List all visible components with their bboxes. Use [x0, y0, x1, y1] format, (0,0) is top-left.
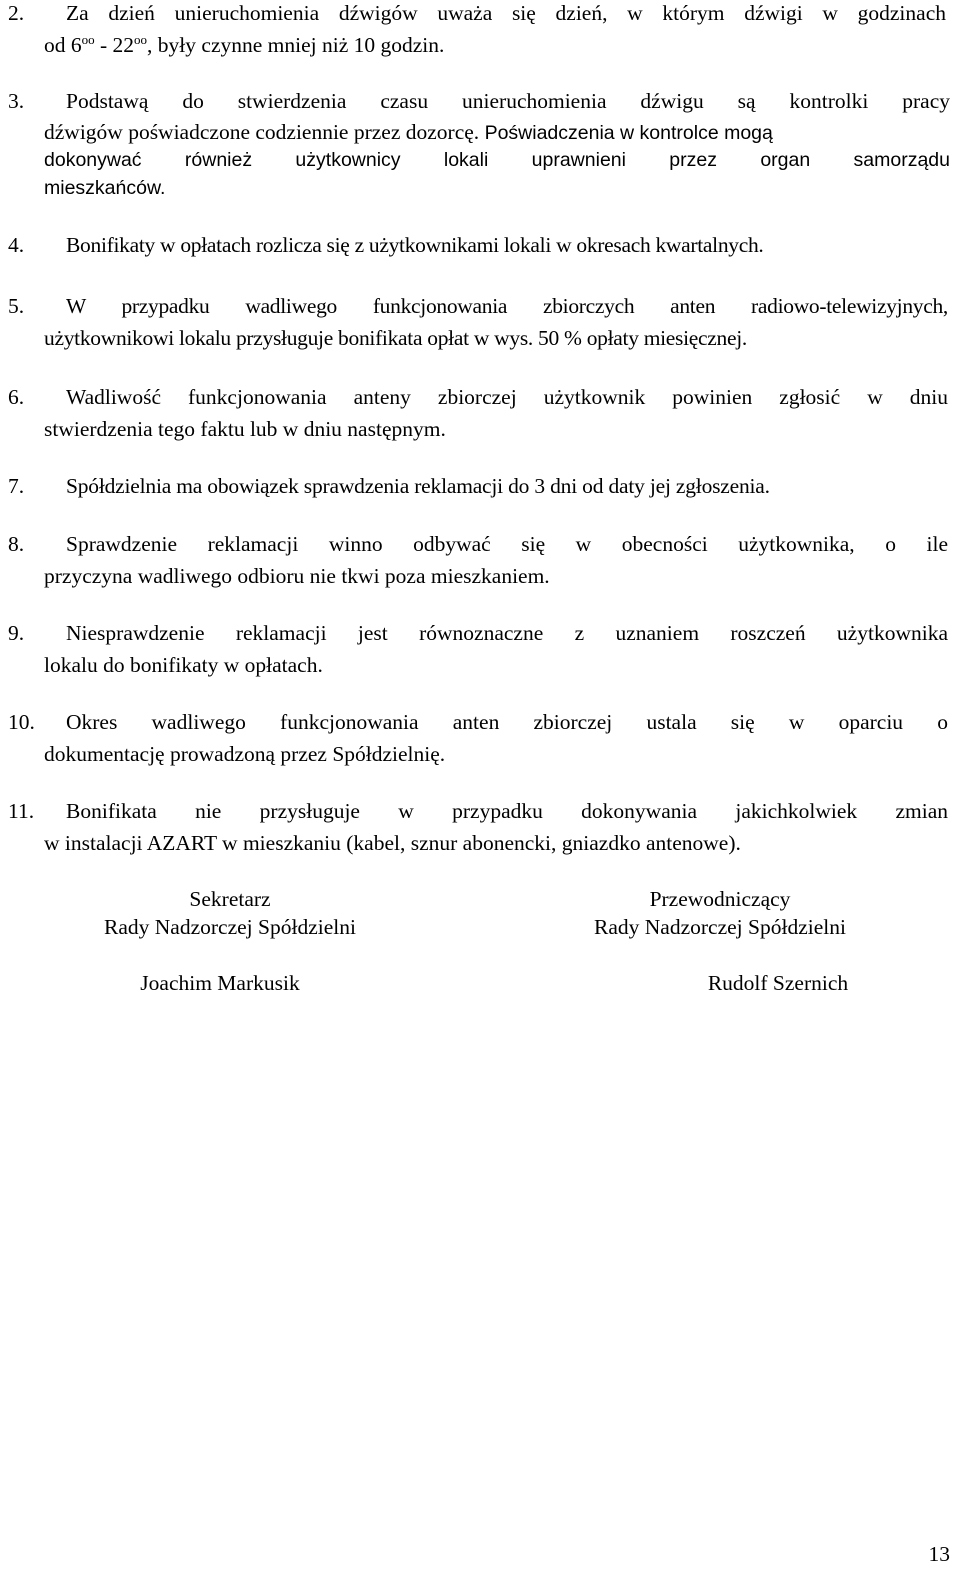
- item-text-line: [44, 32, 444, 58]
- page-number: 13: [928, 1542, 950, 1566]
- item-text: - 22: [94, 33, 135, 57]
- item-text: dźwigów poświadczone codziennie przez dozorcę.: [44, 120, 480, 144]
- item-text-line: przyczyna wadliwego odbioru nie tkwi poza mieszkaniem.: [44, 564, 550, 588]
- signature-name: Rudolf Szernich: [707, 971, 849, 995]
- item-text-line: dokonywać również użytkownicy lokali uprawnieni przez organ samorządu: [44, 149, 950, 171]
- item-number: 2.: [8, 1, 25, 25]
- item-number: 10.: [8, 710, 35, 734]
- signature-role: Sekretarz: [189, 887, 271, 911]
- item-text-line: dokumentację prowadzoną przez Spółdzielnię.: [44, 742, 446, 766]
- signature-body: Rady Nadzorczej Spółdzielni: [104, 915, 356, 939]
- signature-body: Rady Nadzorczej Spółdzielni: [594, 915, 846, 939]
- item-text-line: Sprawdzenie reklamacji winno odbywać się w obecności użytkownika, o ile: [66, 532, 948, 556]
- superscript: oo: [81, 32, 95, 47]
- item-text-line: Okres wadliwego funkcjonowania anten zbiorczej ustala się w oparciu o: [66, 710, 948, 734]
- item-text-line: Spółdzielnia ma obowiązek sprawdzenia reklamacji do 3 dni od daty jej zgłoszenia.: [66, 474, 770, 498]
- item-text: , były czynne mniej niż 10 godzin.: [147, 33, 445, 57]
- item-text-line: stwierdzenia tego faktu lub w dniu następnym.: [44, 417, 446, 441]
- item-text-line: mieszkańców.: [44, 177, 166, 199]
- item-text-line: Bonifikaty w opłatach rozlicza się z użytkownikami lokali w okresach kwartalnych.: [66, 233, 764, 257]
- item-number: 11.: [8, 799, 35, 823]
- item-number: 6.: [8, 385, 25, 409]
- signature-name: Joachim Markusik: [140, 971, 300, 995]
- item-text-line: lokalu do bonifikaty w opłatach.: [44, 653, 323, 677]
- item-text-line: W przypadku wadliwego funkcjonowania zbiorczych anten radiowo-telewizyjnych,: [66, 294, 948, 318]
- item-text-line: Za dzień unieruchomienia dźwigów uważa się dzień, w którym dźwigi w godzinach: [66, 1, 946, 25]
- item-text-line: w instalacji AZART w mieszkaniu (kabel, sznur abonencki, gniazdko antenowe).: [44, 831, 741, 855]
- item-number: 5.: [8, 294, 25, 318]
- item-text-line: [44, 119, 773, 146]
- item-text-line: Wadliwość funkcjonowania anteny zbiorczej użytkownik powinien zgłosić w dniu: [66, 385, 948, 409]
- item-text-line: Podstawą do stwierdzenia czasu unieruchomienia dźwigu są kontrolki pracy: [66, 89, 950, 113]
- item-text: Poświadczenia w kontrolce mogą: [484, 122, 773, 144]
- item-number: 9.: [8, 621, 25, 645]
- item-text-line: Niesprawdzenie reklamacji jest równoznaczne z uznaniem roszczeń użytkownika: [66, 621, 948, 645]
- item-number: 3.: [8, 89, 25, 113]
- item-number: 7.: [8, 474, 25, 498]
- item-text-line: Bonifikata nie przysługuje w przypadku dokonywania jakichkolwiek zmian: [66, 799, 948, 823]
- signature-role: Przewodniczący: [649, 887, 791, 911]
- item-number: 4.: [8, 233, 25, 257]
- superscript: oo: [134, 32, 148, 47]
- item-number: 8.: [8, 532, 25, 556]
- item-text-line: użytkownikowi lokalu przysługuje bonifikata opłat w wys. 50 % opłaty miesięcznej.: [44, 326, 747, 350]
- item-text: od 6: [44, 33, 82, 57]
